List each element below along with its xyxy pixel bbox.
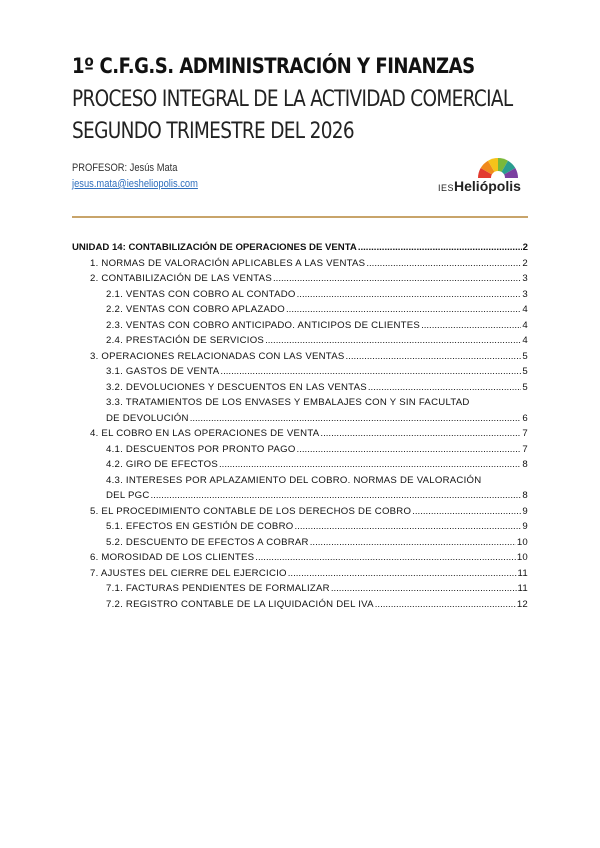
toc-entry[interactable] <box>72 457 528 473</box>
toc-leader-dots <box>190 411 522 427</box>
professor-block <box>72 160 220 192</box>
toc-entry[interactable] <box>72 287 528 303</box>
toc-entry-page: 2 <box>522 257 528 269</box>
toc-entry-label: 2.4. PRESTACIÓN DE SERVICIOS <box>106 335 265 346</box>
toc-leader-dots <box>358 240 522 256</box>
toc-entry-multiline[interactable] <box>72 473 528 504</box>
toc-entry[interactable] <box>72 380 528 396</box>
toc-entry-page: 4 <box>522 319 528 331</box>
toc-entry-page: 2 <box>522 242 528 253</box>
toc-entry-label-line2: DE DEVOLUCIÓN <box>106 412 189 424</box>
toc-entry[interactable] <box>72 504 528 520</box>
module-title: PROCESO INTEGRAL DE LA ACTIVIDAD COMERCIAL <box>72 87 513 112</box>
toc-entry-label: 5.1. EFECTOS EN GESTIÓN DE COBRO <box>106 521 294 532</box>
toc-leader-dots <box>421 318 521 334</box>
toc-entry[interactable] <box>72 426 528 442</box>
course-title: 1º C.F.G.S. ADMINISTRACIÓN Y FINANZAS <box>72 54 475 78</box>
toc-entry-label: 3.2. DEVOLUCIONES Y DESCUENTOS EN LAS VENTAS <box>106 381 367 393</box>
toc-entry[interactable] <box>72 318 528 334</box>
toc-leader-dots <box>288 566 517 582</box>
toc-entry-label: 7.2. REGISTRO CONTABLE DE LA LIQUIDACIÓN DEL IVA <box>106 598 374 610</box>
toc-leader-dots <box>310 535 516 551</box>
toc-leader-dots <box>297 442 522 458</box>
toc-entry-page: 7 <box>522 428 528 439</box>
toc-leader-dots <box>366 256 521 272</box>
logo-name: Heliópolis <box>454 178 521 194</box>
toc-entry-multiline[interactable] <box>72 395 528 426</box>
toc-entry-page: 8 <box>522 459 528 470</box>
toc-entry-label-line1: 3.3. TRATAMIENTOS DE LOS ENVASES Y EMBALAJES CON Y SIN FACULTAD <box>106 397 470 408</box>
document-header <box>72 52 528 148</box>
toc-leader-dots <box>273 271 521 287</box>
toc-entry-label: 2. CONTABILIZACIÓN DE LAS VENTAS <box>90 273 272 284</box>
toc-entry-page: 5 <box>522 381 528 393</box>
toc-entry-label: 1. NORMAS DE VALORACIÓN APLICABLES A LAS VENTAS <box>90 257 366 269</box>
toc-entry-label-line1: 4.3. INTERESES POR APLAZAMIENTO DEL COBRO. NORMAS DE VALORACIÓN <box>106 474 482 486</box>
toc-leader-dots <box>368 380 522 396</box>
logo-wordmark <box>438 178 521 194</box>
toc-entry-page: 9 <box>522 505 528 517</box>
toc-entry-label: 4.2. GIRO DE EFECTOS <box>106 459 218 470</box>
toc-entry-label: 2.2. VENTAS CON COBRO APLAZADO <box>106 304 285 315</box>
school-logo <box>438 152 530 196</box>
toc-entry[interactable] <box>72 581 528 597</box>
toc-entry-label: UNIDAD 14: CONTABILIZACIÓN DE OPERACIONES DE VENTA <box>72 242 357 253</box>
toc-leader-dots <box>375 597 516 613</box>
toc-entry-label: 2.1. VENTAS CON COBRO AL CONTADO <box>106 288 296 300</box>
toc-leader-dots <box>151 488 522 504</box>
toc-entry-page: 4 <box>522 335 528 346</box>
toc-leader-dots <box>286 302 521 318</box>
toc-entry-label: 5. EL PROCEDIMIENTO CONTABLE DE LOS DERECHOS DE COBRO <box>90 505 412 517</box>
toc-leader-dots <box>220 364 521 380</box>
toc-leader-dots <box>297 287 522 303</box>
toc-leader-dots <box>346 349 522 365</box>
toc-entry-label: 3. OPERACIONES RELACIONADAS CON LAS VENTAS <box>90 350 345 362</box>
toc-entry-page: 9 <box>522 521 528 532</box>
toc-entry-label: 7.1. FACTURAS PENDIENTES DE FORMALIZAR <box>106 583 330 594</box>
toc-entry-label: 3.1. GASTOS DE VENTA <box>106 366 220 377</box>
toc-entry[interactable] <box>72 519 528 535</box>
table-of-contents <box>72 240 528 612</box>
toc-entry-page: 11 <box>517 583 528 594</box>
toc-entry[interactable] <box>72 566 528 582</box>
toc-entry-label: 4. EL COBRO EN LAS OPERACIONES DE VENTA <box>90 428 320 439</box>
toc-entry-label: 5.2. DESCUENTO DE EFECTOS A COBRAR <box>106 536 309 548</box>
professor-email-link[interactable]: jesus.mata@iesheliopolis.com <box>72 178 198 190</box>
toc-entry[interactable] <box>72 256 528 272</box>
toc-entry-label: 6. MOROSIDAD DE LOS CLIENTES <box>90 552 255 563</box>
toc-entry[interactable] <box>72 442 528 458</box>
toc-entry-page: 5 <box>522 350 528 362</box>
header-divider <box>72 216 528 218</box>
toc-entry-page: 6 <box>522 412 528 424</box>
toc-unit-entry[interactable] <box>72 240 528 256</box>
toc-entry-page: 5 <box>522 366 528 377</box>
toc-entry-page: 3 <box>522 273 528 284</box>
toc-entry[interactable] <box>72 364 528 380</box>
toc-leader-dots <box>265 333 521 349</box>
toc-entry[interactable] <box>72 333 528 349</box>
toc-entry-page: 3 <box>522 288 528 300</box>
toc-entry-page: 11 <box>517 567 528 579</box>
toc-entry[interactable] <box>72 535 528 551</box>
toc-leader-dots <box>320 426 521 442</box>
toc-entry-page: 8 <box>522 490 528 501</box>
toc-entry-page: 7 <box>522 443 528 455</box>
professor-name: PROFESOR: Jesús Mata <box>72 162 178 174</box>
toc-entry-label: 4.1. DESCUENTOS POR PRONTO PAGO <box>106 443 296 455</box>
toc-entry-page: 4 <box>522 304 528 315</box>
logo-prefix: IES <box>438 183 455 193</box>
toc-entry-page: 10 <box>516 536 528 548</box>
toc-entry-page: 12 <box>516 598 528 610</box>
toc-entry[interactable] <box>72 550 528 566</box>
toc-entry-label-line2: DEL PGC <box>106 490 150 501</box>
toc-entry[interactable] <box>72 597 528 613</box>
toc-leader-dots <box>294 519 521 535</box>
toc-entry[interactable] <box>72 302 528 318</box>
toc-entry-label: 7. AJUSTES DEL CIERRE DEL EJERCICIO <box>90 567 287 579</box>
toc-entry[interactable] <box>72 271 528 287</box>
toc-leader-dots <box>219 457 521 473</box>
toc-leader-dots <box>331 581 517 597</box>
toc-entry[interactable] <box>72 349 528 365</box>
term-title: SEGUNDO TRIMESTRE DEL 2026 <box>72 119 354 144</box>
toc-entry-page: 10 <box>516 552 528 563</box>
toc-leader-dots <box>255 550 516 566</box>
toc-entry-label: 2.3. VENTAS CON COBRO ANTICIPADO. ANTICIPOS DE CLIENTES <box>106 319 421 331</box>
toc-leader-dots <box>412 504 521 520</box>
